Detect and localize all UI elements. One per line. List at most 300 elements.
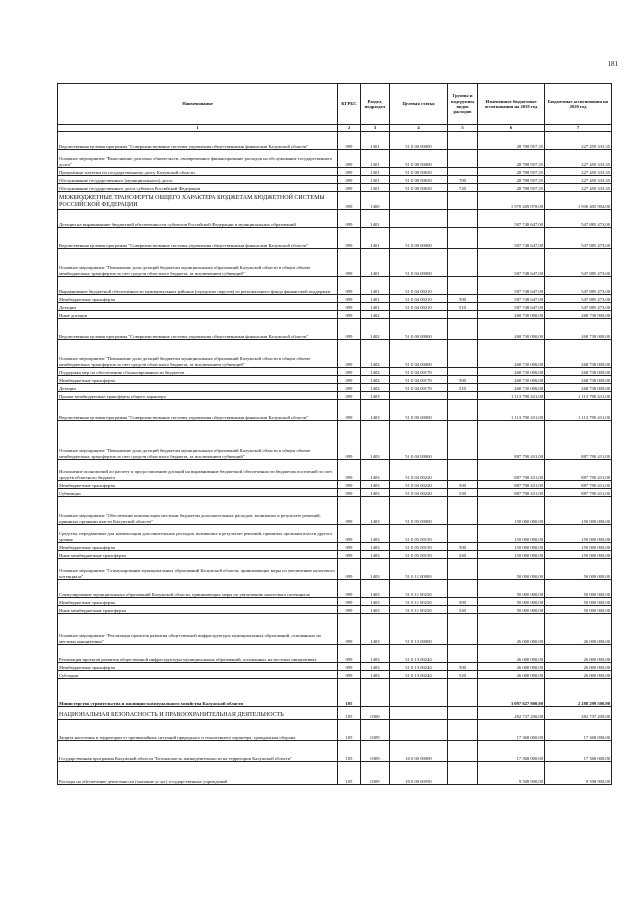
cell-name: Основное мероприятие "Реализация проектов развития общественной инфраструктуры муниципальных образований, основанных на местных инициативах"	[58, 614, 338, 645]
cell-2020: 282 737 200,00	[545, 707, 612, 720]
table-row	[58, 489, 612, 497]
cell-grbs: 099	[338, 497, 361, 525]
cell-target: 10 0 00 00590	[390, 762, 448, 785]
cell-name: Дотации	[58, 384, 338, 392]
cell-group	[448, 168, 478, 176]
table-row	[58, 720, 612, 741]
cell-group	[448, 340, 478, 368]
cell-section: 1401	[361, 210, 390, 228]
cell-2020: 9 508 900,00	[545, 762, 612, 785]
cell-2019: 3 097 627 000,00	[478, 679, 545, 707]
cell-2020: 26 000 000,00	[545, 671, 612, 679]
cell-grbs: 099	[338, 598, 361, 606]
cell-2019: 50 000 000,00	[478, 598, 545, 606]
cell-2019: 587 748 647,00	[478, 228, 545, 249]
cell-group: 530	[448, 489, 478, 497]
cell-2019: 150 000 000,00	[478, 525, 545, 543]
table-row	[58, 614, 612, 645]
page-number: 181	[607, 60, 618, 68]
cell-grbs: 099	[338, 481, 361, 489]
cell-2020: 268 730 000,00	[545, 311, 612, 319]
cell-target: 51 0 04 00000	[390, 421, 448, 460]
cell-target: 51 0 04 00210	[390, 303, 448, 311]
table-row	[58, 707, 612, 720]
cell-section: 0309	[361, 762, 390, 785]
cell-target: 51 0 00 00000	[390, 400, 448, 421]
cell-section: 1403	[361, 489, 390, 497]
cell-target: 51 0 13 00240	[390, 671, 448, 679]
column-index: 4	[390, 125, 448, 132]
cell-2019: 587 748 647,00	[478, 277, 545, 295]
table-row	[58, 679, 612, 707]
cell-group	[448, 645, 478, 663]
column-index: 6	[478, 125, 545, 132]
cell-grbs: 099	[338, 606, 361, 614]
cell-section: 1301	[361, 150, 390, 168]
cell-2019: 587 748 647,00	[478, 303, 545, 311]
cell-group	[448, 311, 478, 319]
cell-name: Межбюджетные трансферты	[58, 543, 338, 551]
cell-section: 0300	[361, 707, 390, 720]
cell-2019: 28 788 957,35	[478, 184, 545, 192]
header-name: Наименование	[58, 84, 338, 125]
cell-section: 1402	[361, 368, 390, 376]
cell-2019: 50 000 000,00	[478, 559, 545, 580]
cell-2020: 1 113 790 431,00	[545, 392, 612, 400]
column-index: 7	[545, 125, 612, 132]
cell-grbs: 099	[338, 311, 361, 319]
cell-group	[448, 679, 478, 707]
cell-2020: 2 288 299 500,00	[545, 679, 612, 707]
table-row	[58, 598, 612, 606]
cell-2019: 17 368 000,00	[478, 720, 545, 741]
cell-grbs: 099	[338, 460, 361, 481]
cell-target: 51 0 11 00230	[390, 580, 448, 598]
table-row	[58, 192, 612, 210]
table-row	[58, 311, 612, 319]
table-row	[58, 340, 612, 368]
cell-2019: 50 000 000,00	[478, 606, 545, 614]
cell-2020: 547 885 473,00	[545, 295, 612, 303]
cell-2019: 1 970 269 078,00	[478, 192, 545, 210]
cell-target: 51 0 04 00220	[390, 481, 448, 489]
cell-name: Исполнение полномочий по расчету и предоставлению дотаций на выравнивание бюджетной обеспеченности бюджетам поселений за счет средств областного бюджета	[58, 460, 338, 481]
table-row	[58, 400, 612, 421]
cell-group: 500	[448, 376, 478, 384]
cell-section: 1402	[361, 384, 390, 392]
cell-grbs: 099	[338, 168, 361, 176]
cell-section	[361, 679, 390, 707]
cell-name: Реализация проектов развития общественной инфраструктуры муниципальных образований, основанных на местных инициативах	[58, 645, 338, 663]
cell-grbs: 099	[338, 303, 361, 311]
cell-group	[448, 150, 478, 168]
cell-target: 51 0 08 00000	[390, 150, 448, 168]
cell-target: 51 0 11 00230	[390, 598, 448, 606]
cell-section: 1401	[361, 249, 390, 277]
cell-2019: 150 000 000,00	[478, 543, 545, 551]
table-row	[58, 525, 612, 543]
cell-name: Межбюджетные трансферты	[58, 598, 338, 606]
cell-group	[448, 228, 478, 249]
cell-name: Основное мероприятие "Стимулирование муниципальных образований Калужской области, принимающих меры по увеличению налогового потенциала"	[58, 559, 338, 580]
cell-section: 1403	[361, 525, 390, 543]
cell-grbs: 099	[338, 249, 361, 277]
cell-2020: 150 000 000,00	[545, 525, 612, 543]
header-group: Группы и подгруппы видов расходов	[448, 84, 478, 125]
cell-grbs: 099	[338, 384, 361, 392]
cell-2019: 28 788 957,35	[478, 132, 545, 150]
cell-name: Субвенции	[58, 489, 338, 497]
cell-name: Межбюджетные трансферты	[58, 481, 338, 489]
cell-name: Ведомственная целевая программа "Совершенствование системы управления общественными финансами Калужской области"	[58, 132, 338, 150]
cell-2020: 50 000 000,00	[545, 606, 612, 614]
cell-2019: 1 113 790 431,00	[478, 392, 545, 400]
cell-group: 540	[448, 551, 478, 559]
cell-section: 1301	[361, 168, 390, 176]
cell-name: Средства, передаваемые для компенсации дополнительных расходов, возникших в результате решений, принятых органами власти другого уровня	[58, 525, 338, 543]
table-row	[58, 645, 612, 663]
cell-2019: 150 000 000,00	[478, 551, 545, 559]
cell-group: 540	[448, 606, 478, 614]
cell-grbs: 099	[338, 489, 361, 497]
column-index: 5	[448, 125, 478, 132]
cell-group	[448, 192, 478, 210]
cell-2020: 26 000 000,00	[545, 614, 612, 645]
cell-2020: 268 730 000,00	[545, 384, 612, 392]
table-row	[58, 303, 612, 311]
cell-name: Обслуживание государственного долга субъекта Российской Федерации	[58, 184, 338, 192]
table-header	[58, 84, 612, 132]
cell-section: 1403	[361, 606, 390, 614]
cell-2019: 26 000 000,00	[478, 614, 545, 645]
cell-2020: 1 113 790 431,00	[545, 400, 612, 421]
cell-grbs: 099	[338, 295, 361, 303]
cell-2020: 547 885 473,00	[545, 228, 612, 249]
cell-grbs: 105	[338, 720, 361, 741]
cell-grbs: 099	[338, 176, 361, 184]
cell-target	[390, 392, 448, 400]
cell-grbs: 099	[338, 150, 361, 168]
cell-2020: 887 790 431,00	[545, 489, 612, 497]
cell-2019: 9 508 900,00	[478, 762, 545, 785]
table-row	[58, 762, 612, 785]
header-2020: Бюджетные ассигнования на 2020 год	[545, 84, 612, 125]
cell-2019: 28 788 957,35	[478, 168, 545, 176]
cell-name: Ведомственная целевая программа "Совершенствование системы управления общественными финансами Калужской области"	[58, 400, 338, 421]
table-row	[58, 606, 612, 614]
cell-section: 1402	[361, 340, 390, 368]
cell-grbs: 105	[338, 762, 361, 785]
cell-name: Основное мероприятие "Обеспечение компенсации местным бюджетам дополнительных расходов, возникших в результате решений, принятых органами власти Калужской области"	[58, 497, 338, 525]
cell-2020: 150 000 000,00	[545, 551, 612, 559]
header-section: Раздел, подраздел	[361, 84, 390, 125]
cell-name: Основное мероприятие "Повышение доли дотаций бюджетам муниципальных образований Калужской области в общем объеме межбюджетных трансфертов за счет средств областного бюджета, за исключением субвенций"	[58, 340, 338, 368]
cell-target: 51 0 05 00150	[390, 543, 448, 551]
cell-section: 1403	[361, 497, 390, 525]
table-row	[58, 460, 612, 481]
table-row	[58, 551, 612, 559]
cell-2020: 887 790 431,00	[545, 460, 612, 481]
cell-2019: 268 730 000,00	[478, 376, 545, 384]
cell-grbs: 099	[338, 559, 361, 580]
cell-2020: 268 730 000,00	[545, 340, 612, 368]
cell-group	[448, 392, 478, 400]
cell-target: 51 0 00 00000	[390, 132, 448, 150]
cell-2019: 887 790 431,00	[478, 481, 545, 489]
cell-section: 1402	[361, 376, 390, 384]
cell-target: 51 0 04 00170	[390, 368, 448, 376]
table-row	[58, 176, 612, 184]
cell-2019: 268 730 000,00	[478, 340, 545, 368]
cell-section: 0309	[361, 741, 390, 762]
cell-name: Прочие межбюджетные трансферты общего характера	[58, 392, 338, 400]
cell-2019: 887 790 431,00	[478, 421, 545, 460]
cell-name: Расходы на обеспечение деятельности (оказание услуг) государственных учреждений	[58, 762, 338, 785]
table-row	[58, 392, 612, 400]
cell-group	[448, 421, 478, 460]
cell-group	[448, 210, 478, 228]
cell-name: МЕЖБЮДЖЕТНЫЕ ТРАНСФЕРТЫ ОБЩЕГО ХАРАКТЕРА БЮДЖЕТАМ БЮДЖЕТНОЙ СИСТЕМЫ РОССИЙСКОЙ ФЕДЕРАЦИИ	[58, 192, 338, 210]
cell-group	[448, 368, 478, 376]
cell-2019: 28 788 957,35	[478, 176, 545, 184]
cell-2020: 227 459 333,35	[545, 168, 612, 176]
cell-grbs: 099	[338, 210, 361, 228]
cell-grbs: 099	[338, 392, 361, 400]
cell-name: Основное мероприятие "Повышение доли дотаций бюджетам муниципальных образований Калужской области в общем объеме межбюджетных трансфертов за счет средств областного бюджета, за исключением субвенций"	[58, 249, 338, 277]
cell-group: 500	[448, 295, 478, 303]
cell-target: 51 0 04 00220	[390, 460, 448, 481]
cell-section: 1401	[361, 303, 390, 311]
cell-section: 1403	[361, 645, 390, 663]
table-row	[58, 481, 612, 489]
table-row	[58, 368, 612, 376]
cell-grbs: 099	[338, 368, 361, 376]
cell-name: Межбюджетные трансферты	[58, 376, 338, 384]
cell-name: Основное мероприятие "Повышение доли дотаций бюджетам муниципальных образований Калужской области в общем объеме межбюджетных трансфертов за счет средств областного бюджета, за исключением субвенций"	[58, 421, 338, 460]
cell-name: Государственная программа Калужской области "Безопасность жизнедеятельности на территории Калужской области"	[58, 741, 338, 762]
cell-group	[448, 460, 478, 481]
table-row	[58, 580, 612, 598]
cell-2019: 17 368 000,00	[478, 741, 545, 762]
cell-name: Министерство строительства и жилищно-коммунального хозяйства Калужской области	[58, 679, 338, 707]
cell-target	[390, 210, 448, 228]
cell-name: Основное мероприятие "Выполнение долговых обязательств, своевременное финансирование расходов на обслуживание государственного долга"	[58, 150, 338, 168]
cell-2019: 26 000 000,00	[478, 645, 545, 663]
cell-2020: 547 885 473,00	[545, 303, 612, 311]
column-index: 1	[58, 125, 338, 132]
cell-group	[448, 762, 478, 785]
table-row	[58, 277, 612, 295]
cell-target: 51 0 04 00000	[390, 340, 448, 368]
cell-2019: 50 000 000,00	[478, 580, 545, 598]
table-row	[58, 249, 612, 277]
cell-2020: 227 459 333,35	[545, 184, 612, 192]
cell-grbs: 099	[338, 551, 361, 559]
cell-2020: 17 368 000,00	[545, 720, 612, 741]
cell-name: Защита населения и территории от чрезвычайных ситуаций природного и техногенного характера, гражданская оборона	[58, 720, 338, 741]
cell-group: 520	[448, 671, 478, 679]
cell-target: 51 0 08 00650	[390, 184, 448, 192]
column-index-row	[58, 125, 612, 132]
cell-2019: 268 730 000,00	[478, 311, 545, 319]
table-row	[58, 559, 612, 580]
cell-target: 51 0 04 00210	[390, 295, 448, 303]
cell-name: Выравнивание бюджетной обеспеченности муниципальных районов (городских округов) из регионального фонда финансовой поддержки	[58, 277, 338, 295]
cell-target	[390, 192, 448, 210]
cell-group	[448, 525, 478, 543]
cell-group	[448, 497, 478, 525]
cell-2020: 26 000 000,00	[545, 645, 612, 663]
cell-2020: 887 790 431,00	[545, 421, 612, 460]
cell-section: 1403	[361, 551, 390, 559]
cell-target: 51 0 00 00000	[390, 319, 448, 340]
table-row	[58, 376, 612, 384]
cell-name: Дотации	[58, 303, 338, 311]
cell-target: 51 0 05 00150	[390, 525, 448, 543]
table-row	[58, 384, 612, 392]
cell-name: Межбюджетные трансферты	[58, 295, 338, 303]
table-row	[58, 184, 612, 192]
cell-2020: 547 885 473,00	[545, 210, 612, 228]
cell-2019: 887 790 431,00	[478, 489, 545, 497]
cell-group	[448, 614, 478, 645]
cell-target: 51 0 04 00210	[390, 277, 448, 295]
cell-2020: 50 000 000,00	[545, 559, 612, 580]
cell-section: 1403	[361, 481, 390, 489]
table-row	[58, 319, 612, 340]
cell-section: 1403	[361, 559, 390, 580]
table-row	[58, 671, 612, 679]
budget-table	[57, 83, 612, 785]
cell-target: 51 0 11 00230	[390, 606, 448, 614]
cell-group	[448, 580, 478, 598]
cell-grbs: 099	[338, 421, 361, 460]
table-row	[58, 295, 612, 303]
cell-name: НАЦИОНАЛЬНАЯ БЕЗОПАСНОСТЬ И ПРАВООХРАНИТЕЛЬНАЯ ДЕЯТЕЛЬНОСТЬ	[58, 707, 338, 720]
column-index: 3	[361, 125, 390, 132]
cell-2020: 268 730 000,00	[545, 368, 612, 376]
cell-group	[448, 400, 478, 421]
cell-grbs: 099	[338, 319, 361, 340]
cell-group: 500	[448, 543, 478, 551]
cell-group: 510	[448, 384, 478, 392]
cell-section: 1403	[361, 460, 390, 481]
cell-target: 51 0 11 00000	[390, 559, 448, 580]
table-row	[58, 228, 612, 249]
table-row	[58, 543, 612, 551]
cell-name: Процентные платежи по государственному долгу Калужской области	[58, 168, 338, 176]
cell-2020: 150 000 000,00	[545, 497, 612, 525]
table-row	[58, 150, 612, 168]
table-row	[58, 168, 612, 176]
cell-section: 1401	[361, 295, 390, 303]
header-grbs: КГРБС	[338, 84, 361, 125]
header-target: Целевая статья	[390, 84, 448, 125]
cell-section: 1403	[361, 598, 390, 606]
cell-section: 1301	[361, 132, 390, 150]
cell-name: Обслуживание государственного (муниципального) долга	[58, 176, 338, 184]
cell-name: Ведомственная целевая программа "Совершенствование системы управления общественными финансами Калужской области"	[58, 319, 338, 340]
cell-name: Ведомственная целевая программа "Совершенствование системы управления общественными финансами Калужской области"	[58, 228, 338, 249]
cell-2020: 17 368 000,00	[545, 741, 612, 762]
cell-2020: 50 000 000,00	[545, 580, 612, 598]
cell-2019: 587 748 647,00	[478, 295, 545, 303]
cell-target: 51 0 08 00650	[390, 176, 448, 184]
cell-section: 1403	[361, 614, 390, 645]
cell-section: 1403	[361, 671, 390, 679]
cell-target: 51 0 05 00000	[390, 497, 448, 525]
table-row	[58, 497, 612, 525]
cell-target: 51 0 04 00220	[390, 489, 448, 497]
cell-target: 51 0 13 00000	[390, 614, 448, 645]
cell-grbs: 099	[338, 132, 361, 150]
cell-group	[448, 132, 478, 150]
cell-2019: 26 000 000,00	[478, 663, 545, 671]
cell-section: 1403	[361, 543, 390, 551]
cell-2020: 150 000 000,00	[545, 543, 612, 551]
cell-grbs: 099	[338, 192, 361, 210]
cell-2019: 1 113 790 431,00	[478, 400, 545, 421]
cell-grbs: 099	[338, 184, 361, 192]
cell-grbs: 099	[338, 671, 361, 679]
cell-group	[448, 707, 478, 720]
cell-target	[390, 311, 448, 319]
cell-name: Поддержка мер по обеспечению сбалансированности бюджетов	[58, 368, 338, 376]
cell-target: 51 0 13 00240	[390, 663, 448, 671]
cell-target	[390, 707, 448, 720]
cell-section: 1403	[361, 580, 390, 598]
cell-section: 1403	[361, 400, 390, 421]
cell-target: 51 0 04 00170	[390, 384, 448, 392]
table-body	[58, 132, 612, 785]
cell-grbs: 099	[338, 580, 361, 598]
cell-grbs: 099	[338, 228, 361, 249]
cell-2020: 227 459 333,35	[545, 150, 612, 168]
cell-name: Межбюджетные трансферты	[58, 663, 338, 671]
cell-target	[390, 720, 448, 741]
cell-2020: 26 000 000,00	[545, 663, 612, 671]
cell-grbs: 099	[338, 645, 361, 663]
cell-section: 1301	[361, 184, 390, 192]
cell-2020: 887 790 431,00	[545, 481, 612, 489]
table-row	[58, 421, 612, 460]
cell-group	[448, 277, 478, 295]
cell-2020: 1 930 405 904,00	[545, 192, 612, 210]
cell-2020: 268 730 000,00	[545, 376, 612, 384]
cell-name: Иные межбюджетные трансферты	[58, 606, 338, 614]
column-index: 2	[338, 125, 361, 132]
cell-target: 10 0 00 00000	[390, 741, 448, 762]
cell-grbs: 099	[338, 614, 361, 645]
cell-2019: 150 000 000,00	[478, 497, 545, 525]
cell-group: 510	[448, 303, 478, 311]
cell-name: Иные дотации	[58, 311, 338, 319]
cell-target: 51 0 08 00650	[390, 168, 448, 176]
cell-name: Субсидии	[58, 671, 338, 679]
cell-group: 500	[448, 663, 478, 671]
cell-target: 51 0 00 00000	[390, 228, 448, 249]
cell-2019: 268 730 000,00	[478, 319, 545, 340]
cell-section: 1403	[361, 421, 390, 460]
cell-group: 500	[448, 598, 478, 606]
cell-name: Дотации на выравнивание бюджетной обеспеченности субъектов Российской Федерации и муниципальных образований	[58, 210, 338, 228]
cell-name: Стимулирование муниципальных образований Калужской области, принимающих меры по увеличению налогового потенциала	[58, 580, 338, 598]
cell-grbs: 099	[338, 525, 361, 543]
cell-section: 0309	[361, 720, 390, 741]
cell-section: 1400	[361, 192, 390, 210]
cell-2020: 268 730 000,00	[545, 319, 612, 340]
cell-group	[448, 249, 478, 277]
